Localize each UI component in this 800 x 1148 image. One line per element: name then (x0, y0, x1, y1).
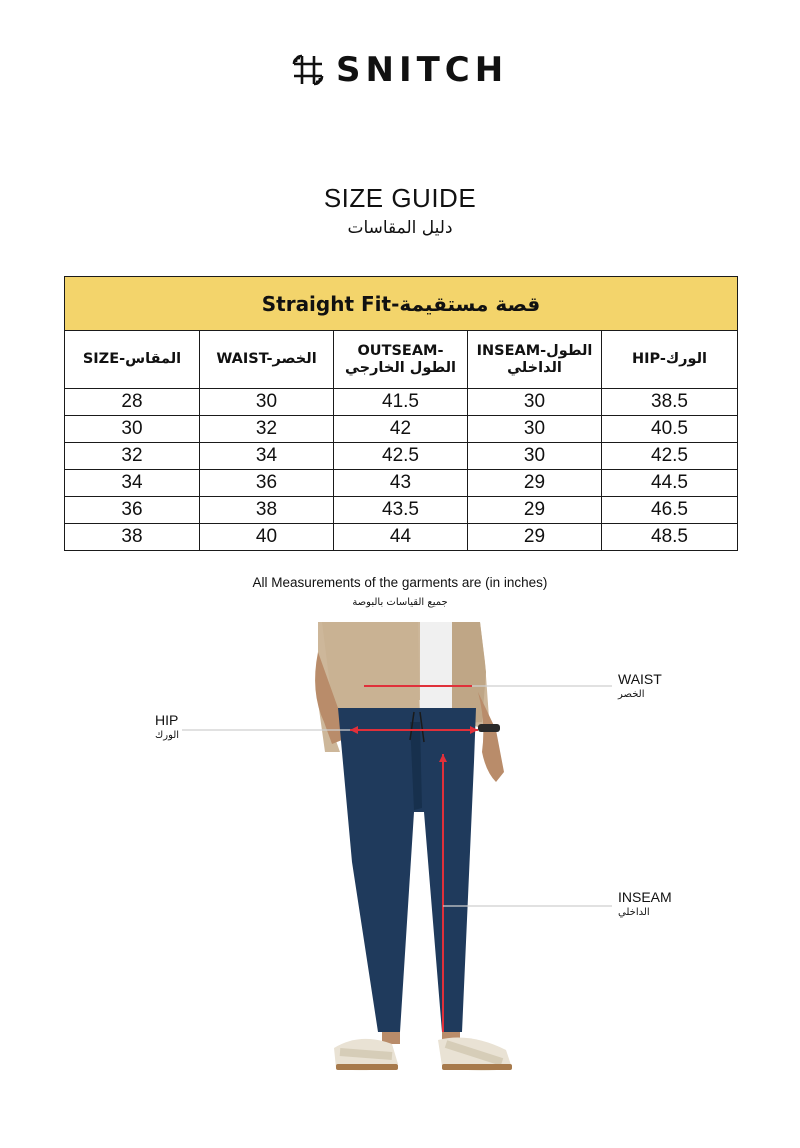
table-cell: 43.5 (334, 497, 468, 524)
measurement-note-arabic: جميع القياسات بالبوصة (352, 597, 448, 608)
table-cell: 34 (200, 443, 334, 470)
table-cell: 29 (468, 524, 602, 551)
hashtag-logo-icon (290, 52, 326, 88)
column-header-en: INSEAM- (476, 342, 547, 359)
table-cell: 32 (200, 416, 334, 443)
column-header-outseam (334, 331, 468, 389)
table-cell: 34 (65, 470, 200, 497)
page-title-arabic: دليل المقاسات (347, 218, 453, 238)
trousers (338, 708, 476, 1032)
table-row (65, 497, 738, 524)
inseam-label-arabic: الداخلي (618, 907, 650, 918)
right-arm (478, 692, 504, 782)
column-header-size (65, 331, 200, 389)
measurement-note: All Measurements of the garments are (in inches) (252, 575, 548, 590)
table-cell: 38 (65, 524, 200, 551)
hip-label: HIP (155, 712, 179, 728)
column-header-ar: الخصر (272, 351, 317, 367)
table-cell: 30 (468, 416, 602, 443)
size-table (64, 276, 738, 551)
table-cell: 43 (334, 470, 468, 497)
table-cell: 36 (65, 497, 200, 524)
column-header-en: OUTSEAM- (357, 342, 444, 359)
column-header-ar: الورك (665, 351, 708, 367)
column-header-en: HIP- (631, 351, 666, 367)
table-cell: 42 (334, 416, 468, 443)
table-header-row (65, 331, 738, 389)
watch (478, 724, 500, 732)
table-cell: 29 (468, 470, 602, 497)
table-row (65, 416, 738, 443)
table-cell: 38.5 (602, 389, 738, 416)
table-cell: 40 (200, 524, 334, 551)
brand-logo (290, 50, 514, 90)
table-cell: 44.5 (602, 470, 738, 497)
table-cell: 30 (65, 416, 200, 443)
table-cell: 29 (468, 497, 602, 524)
fit-label: Straight Fit-قصة مستقيمة (65, 277, 738, 331)
column-header-ar: الطول الداخلي (507, 342, 593, 376)
page-title: SIZE GUIDE (323, 183, 477, 213)
column-header-inseam (468, 331, 602, 389)
column-header-en: SIZE- (82, 351, 126, 367)
waist-label: WAIST (618, 671, 662, 687)
table-row (65, 443, 738, 470)
table-cell: 40.5 (602, 416, 738, 443)
column-header-hip (602, 331, 738, 389)
table-cell: 28 (65, 389, 200, 416)
inseam-callout (618, 889, 672, 921)
brand-name: SNITCH (336, 50, 509, 90)
hip-callout (155, 712, 179, 744)
table-cell: 41.5 (334, 389, 468, 416)
column-header-ar: الطول الخارجي (344, 359, 457, 376)
left-sole (336, 1064, 398, 1070)
table-cell: 48.5 (602, 524, 738, 551)
table-row (65, 524, 738, 551)
tshirt (420, 622, 452, 722)
column-header-en: WAIST- (216, 351, 273, 367)
hip-label-arabic: الورك (155, 730, 180, 741)
table-cell: 36 (200, 470, 334, 497)
model-illustration (0, 612, 800, 1148)
right-sole (442, 1064, 512, 1070)
left-sandal-strap (340, 1052, 392, 1056)
table-cell: 30 (468, 443, 602, 470)
table-row (65, 389, 738, 416)
table-cell: 42.5 (602, 443, 738, 470)
table-cell: 42.5 (334, 443, 468, 470)
column-header-waist (200, 331, 334, 389)
table-cell: 38 (200, 497, 334, 524)
table-cell: 32 (65, 443, 200, 470)
table-cell: 46.5 (602, 497, 738, 524)
inseam-label: INSEAM (618, 889, 672, 905)
table-cell: 30 (200, 389, 334, 416)
table-row (65, 470, 738, 497)
table-cell: 30 (468, 389, 602, 416)
column-header-ar: المقاس (125, 351, 182, 367)
waist-callout (618, 671, 662, 703)
waist-label-arabic: الخصر (618, 689, 645, 700)
table-cell: 44 (334, 524, 468, 551)
